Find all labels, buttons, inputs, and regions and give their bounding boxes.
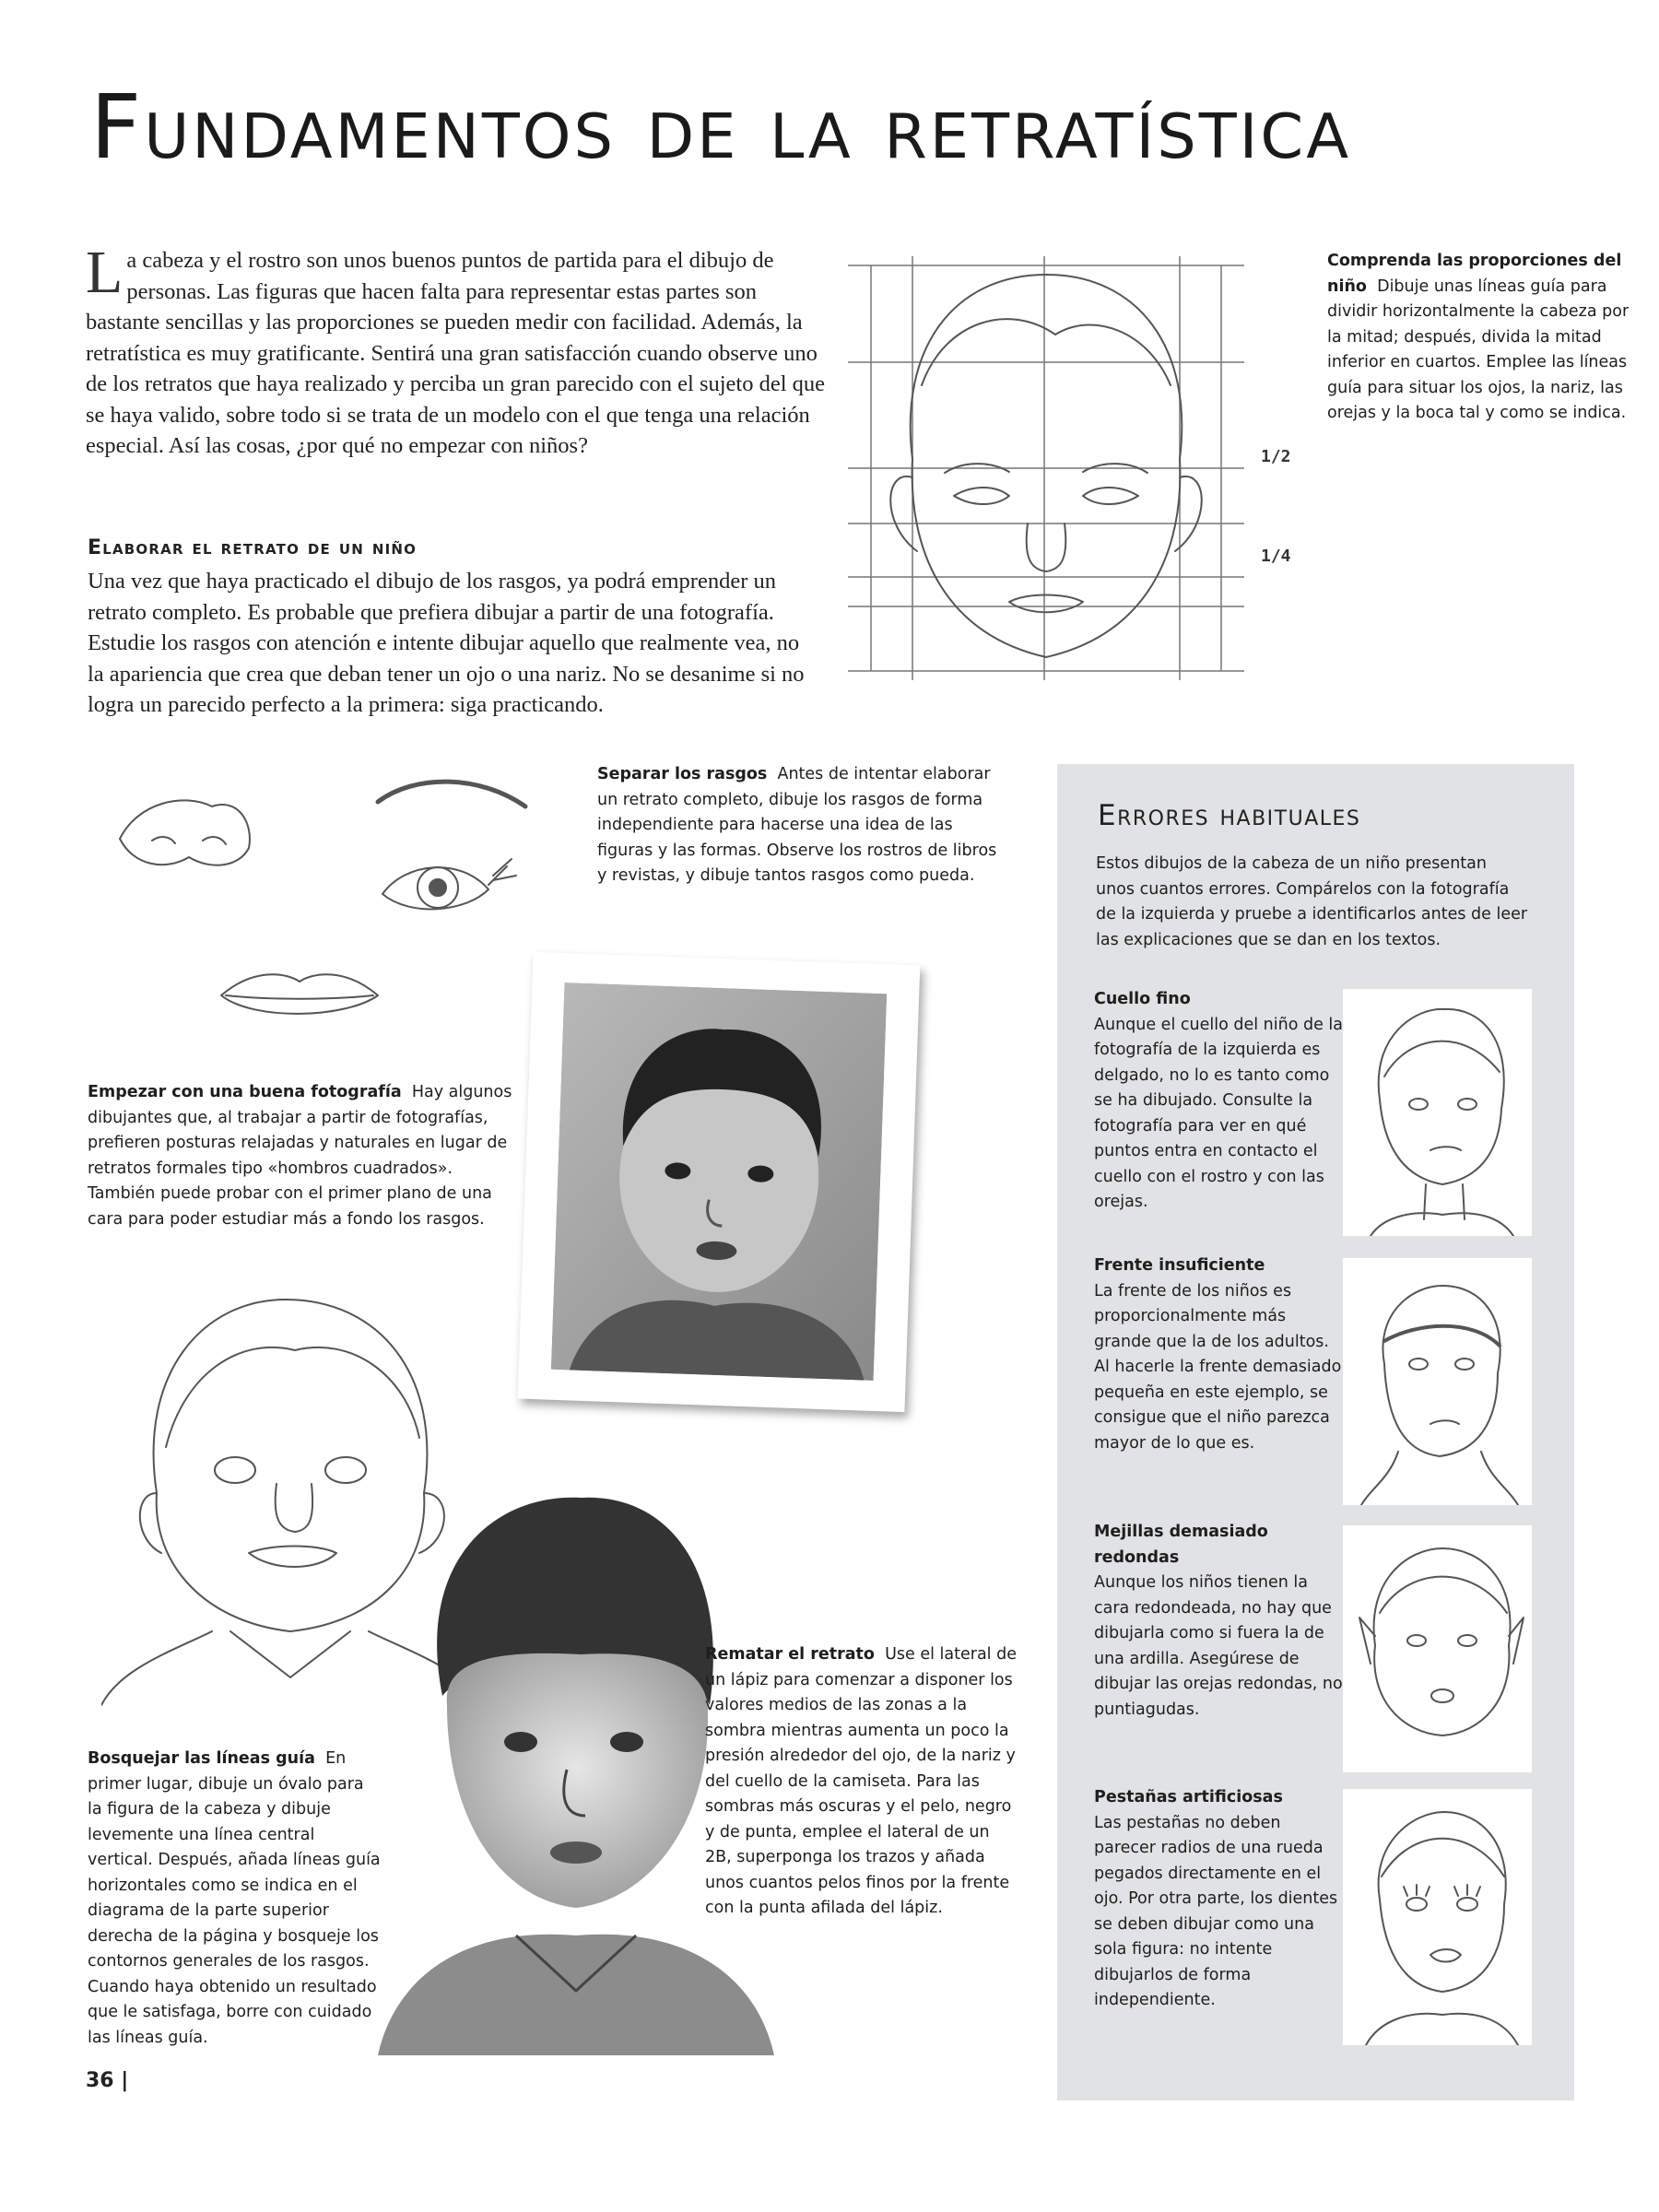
mouth-sketch (221, 974, 378, 1014)
error-title: Mejillas demasiado redondas (1094, 1523, 1268, 1567)
error-text: Las pestañas no deben parecer radios de una rueda pegados directamente en el ojo. Por otra parte, los dientes se deben dibujar como una sola figura: no intente dibujarlos de forma independiente. (1094, 1813, 1338, 2009)
intro-paragraph (86, 239, 832, 462)
photo-frame (518, 952, 921, 1412)
section-text: Una vez que haya practicado el dibujo de los rasgos, ya podrá emprender un retrato completo. Es probable que prefiera dibujar a partir de una fotografía. Estudie los rasgos con atención e intente dibujar aquello que realmente vea, no la apariencia que crea que deban tener un ojo o una nariz. No se desanime si no logra un parecido perfecto a la primera: siga practicando. (88, 569, 805, 717)
guide-caption-title: Bosquejar las líneas guía (88, 1749, 315, 1768)
page-title: Fundamentos de la retratística (90, 76, 1352, 179)
error-text: La frente de los niños es proporcionalmente más grande que la de los adultos. Al hacerle la frente demasiado pequeña en este ejemplo, se consigue que el niño parezca mayor de lo que es. (1094, 1281, 1342, 1453)
eye-sketch (382, 859, 516, 909)
page-number: 36 | (86, 2069, 129, 2092)
error-sketch-small-forehead (1343, 1258, 1532, 1505)
page-number-value: 36 (86, 2069, 114, 2092)
dropcap: L (86, 239, 124, 306)
eyebrow-sketch (378, 782, 525, 806)
photo-caption (88, 1080, 521, 1232)
error-sketch-round-cheeks (1343, 1525, 1532, 1772)
proportions-caption-title: Comprenda las proporciones del niño (1327, 252, 1622, 296)
features-caption-title: Separar los rasgos (597, 765, 768, 783)
features-caption-text: Antes de intentar elaborar un retrato completo, dibuje los rasgos de forma independiente para hacerse una idea de las figuras y las formas. Observe los rostros de libros y revistas, y dibuje tantos rasgos como pueda. (597, 765, 997, 885)
error-title: Frente insuficiente (1094, 1256, 1265, 1275)
guide-caption (88, 1747, 382, 2051)
error-title: Cuello fino (1094, 990, 1191, 1008)
proportion-grid-sketch (834, 247, 1267, 689)
fraction-label-quarter: 1/4 (1261, 547, 1291, 566)
error-item (1094, 1253, 1343, 1456)
finish-caption-title: Rematar el retrato (705, 1645, 875, 1664)
finish-caption-text: Use el lateral de un lápiz para comenzar a disponer los valores medios de las zonas a la sombra mientras aumenta un poco la presión alrededor del ojo, de la nariz y del cuello de la camiseta. Para las sombras más oscuras y el pelo, negro y de punta, emplee el lateral de un 2B, superponga los trazos y añada unos cuantos pelos finos por la frente con la punta afilada del lápiz. (705, 1645, 1017, 1917)
child-photo (551, 982, 887, 1381)
finish-caption (705, 1642, 1018, 1922)
error-item (1094, 1520, 1343, 1723)
error-text: Aunque los niños tienen la cara redondeada, no hay que dibujarla como si fuera la de una ardilla. Asegúrese de dibujar las orejas redondas, no puntiagudas. (1094, 1573, 1343, 1719)
intro-text: a cabeza y el rostro son unos buenos puntos de partida para el dibujo de personas. Las figuras que hacen falta para representar estas partes son bastante sencillas y las proporciones se pueden medir con facilidad. Además, la retratística es muy gratificante. Sentirá una gran satisfacción cuando observe uno de los retratos que haya realizado y perciba un gran parecido con el sujeto del que se haya valido, sobre todo si se trata de un modelo con el que tenga una relación especial. Así las cosas, ¿por qué no empezar con niños? (86, 248, 826, 458)
grid-lines (848, 256, 1244, 680)
error-sketch-eyelashes (1343, 1789, 1532, 2045)
error-title: Pestañas artificiosas (1094, 1788, 1283, 1806)
errors-intro: Estos dibujos de la cabeza de un niño presentan unos cuantos errores. Compárelos con la fotografía de la izquierda y pruebe a identificarlos antes de leer las explicaciones que se dan en los textos. (1096, 854, 1528, 949)
features-sketches (101, 774, 544, 1041)
section-heading: Elaborar el retrato de un niño (88, 536, 418, 559)
error-item (1094, 987, 1343, 1216)
features-caption (597, 762, 998, 889)
nose-sketch (120, 800, 250, 865)
error-sketch-thin-neck (1343, 989, 1532, 1236)
guide-caption-text: En primer lugar, dibuje un óvalo para la figura de la cabeza y dibuje levemente una línea central vertical. Después, añada líneas guía horizontales como se indica en el diagrama de la parte superior derecha de la página y bosqueje los contornos generales de los rasgos. Cuando haya obtenido un resultado que le satisfaga, borre con cuidado las líneas guía. (88, 1749, 381, 2047)
child-face-outline (890, 275, 1202, 657)
proportions-caption (1327, 249, 1631, 427)
error-text: Aunque el cuello del niño de la fotografía de la izquierda es delgado, no lo es tanto como se ha dibujado. Consulte la fotografía para ver en qué puntos entra en contacto el cuello con el rostro y con las orejas. (1094, 1015, 1343, 1211)
error-item (1094, 1785, 1343, 2014)
photo-caption-text: Hay algunos dibujantes que, al trabajar a partir de fotografías, prefieren posturas relajadas y naturales en lugar de retratos formales tipo «hombros cuadrados». También puede probar con el primer plano de una cara para poder estudiar más a fondo los rasgos. (88, 1083, 512, 1229)
proportions-caption-text: Dibuje unas líneas guía para dividir horizontalmente la cabeza por la mitad; después, divida la mitad inferior en cuartos. Emplee las líneas guía para situar los ojos, la nariz, las orejas y la boca tal y como se indica. (1327, 276, 1630, 422)
errors-title: Errores habituales (1098, 799, 1361, 832)
photo-caption-title: Empezar con una buena fotografía (88, 1083, 402, 1101)
fraction-label-half: 1/2 (1261, 447, 1291, 466)
